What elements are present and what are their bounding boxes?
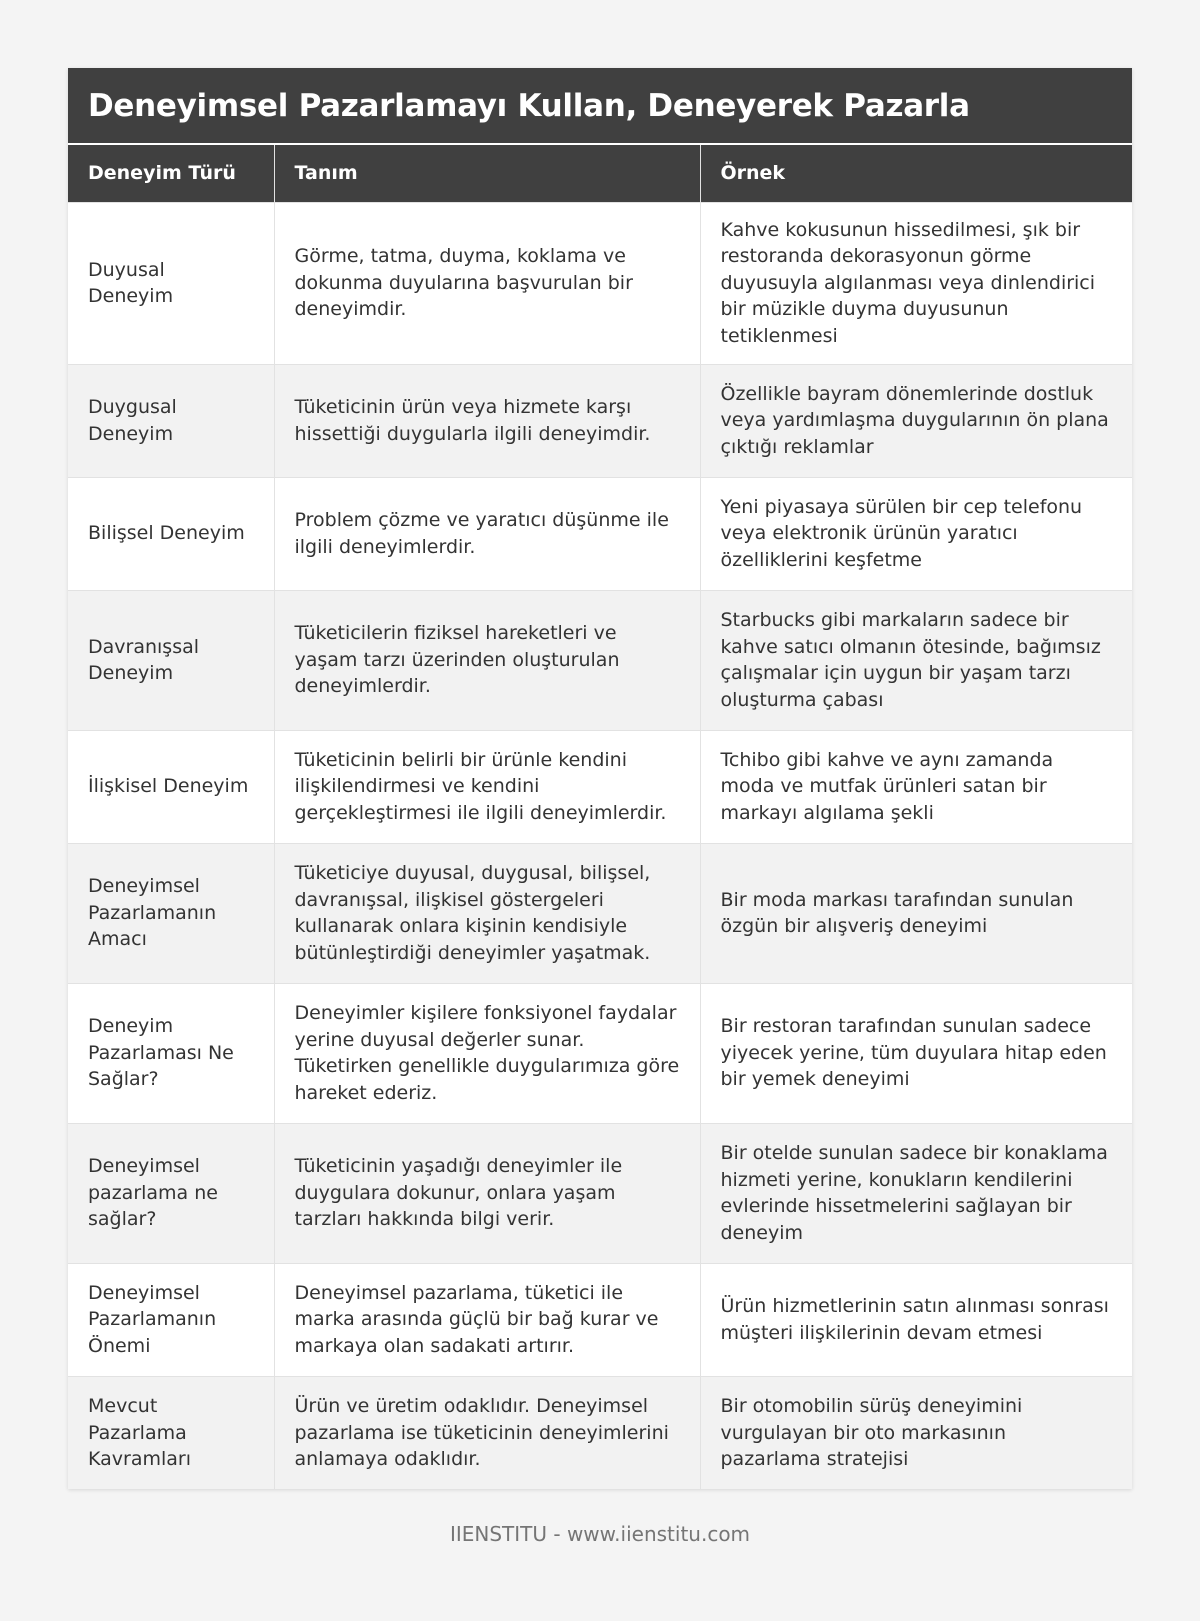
cell-definition: Ürün ve üretim odaklıdır. Deneyimsel pazarlama ise tüketicinin deneyimlerini anlamaya odaklıdır. [274,1376,700,1489]
table-row [68,477,1132,590]
cell-definition: Problem çözme ve yaratıcı düşünme ile ilgili deneyimlerdir. [274,477,700,590]
footer-credit: IIENSTITU - www.iienstitu.com [449,1522,751,1546]
cell-type: Deneyimsel Pazarlamanın Önemi [68,1263,274,1376]
table-row [68,364,1132,477]
cell-type: Deneyimsel pazarlama ne sağlar? [68,1123,274,1263]
cell-definition: Deneyimler kişilere fonksiyonel faydalar yerine duyusal değerler sunar. Tüketirken genellikle duygularımıza göre hareket ederiz. [274,983,700,1123]
cell-type: Duygusal Deneyim [68,364,274,477]
experience-table [68,143,1132,1489]
cell-example: Ürün hizmetlerinin satın alınması sonrası müşteri ilişkilerinin devam etmesi [700,1263,1132,1376]
cell-example: Özellikle bayram dönemlerinde dostluk veya yardımlaşma duygularının ön plana çıktığı reklamlar [700,364,1132,477]
cell-example: Starbucks gibi markaların sadece bir kahve satıcı olmanın ötesinde, bağımsız çalışmalar için uygun bir yaşam tarzı oluşturma çabası [700,590,1132,730]
cell-type: Deneyim Pazarlaması Ne Sağlar? [68,983,274,1123]
table-header-row [68,144,1132,202]
cell-type: İlişkisel Deneyim [68,730,274,843]
cell-definition: Tüketicinin ürün veya hizmete karşı hissettiği duygularla ilgili deneyimdir. [274,364,700,477]
table-row [68,1376,1132,1489]
cell-definition: Deneyimsel pazarlama, tüketici ile marka arasında güçlü bir bağ kurar ve markaya olan sadakati artırır. [274,1263,700,1376]
cell-type: Mevcut Pazarlama Kavramları [68,1376,274,1489]
table-row [68,202,1132,364]
cell-example: Bir otelde sunulan sadece bir konaklama hizmeti yerine, konukların kendilerini evlerinde hissetmelerini sağlayan bir deneyim [700,1123,1132,1263]
table-row [68,1123,1132,1263]
cell-definition: Tüketicinin yaşadığı deneyimler ile duygulara dokunur, onlara yaşam tarzları hakkında bilgi verir. [274,1123,700,1263]
table-row [68,983,1132,1123]
column-header-type: Deneyim Türü [68,144,274,202]
cell-example: Bir otomobilin sürüş deneyimini vurgulayan bir oto markasının pazarlama stratejisi [700,1376,1132,1489]
cell-type: Bilişsel Deneyim [68,477,274,590]
content-card [68,68,1132,1489]
cell-example: Bir moda markası tarafından sunulan özgün bir alışveriş deneyimi [700,843,1132,983]
cell-type: Davranışsal Deneyim [68,590,274,730]
cell-definition: Görme, tatma, duyma, koklama ve dokunma duyularına başvurulan bir deneyimdir. [274,202,700,364]
table-row [68,590,1132,730]
table-row [68,1263,1132,1376]
title-bar [68,68,1132,143]
cell-type: Duyusal Deneyim [68,202,274,364]
cell-example: Yeni piyasaya sürülen bir cep telefonu veya elektronik ürünün yaratıcı özelliklerini keşfetme [700,477,1132,590]
column-header-definition: Tanım [274,144,700,202]
cell-example: Tchibo gibi kahve ve aynı zamanda moda ve mutfak ürünleri satan bir markayı algılama şekli [700,730,1132,843]
page-title: Deneyimsel Pazarlamayı Kullan, Deneyerek Pazarla [88,87,970,124]
table-row [68,843,1132,983]
column-header-example: Örnek [700,144,1132,202]
cell-definition: Tüketicilerin fiziksel hareketleri ve yaşam tarzı üzerinden oluşturulan deneyimlerdir. [274,590,700,730]
cell-type: Deneyimsel Pazarlamanın Amacı [68,843,274,983]
cell-example: Kahve kokusunun hissedilmesi, şık bir restoranda dekorasyonun görme duyusuyla algılanması veya dinlendirici bir müzikle duyma duyusunun tetiklenmesi [700,202,1132,364]
cell-example: Bir restoran tarafından sunulan sadece yiyecek yerine, tüm duyulara hitap eden bir yemek deneyimi [700,983,1132,1123]
cell-definition: Tüketiciye duyusal, duygusal, bilişsel, davranışsal, ilişkisel göstergeleri kullanarak onlara kişinin kendisiyle bütünleştirdiği deneyimler yaşatmak. [274,843,700,983]
table-row [68,730,1132,843]
cell-definition: Tüketicinin belirli bir ürünle kendini ilişkilendirmesi ve kendini gerçekleştirmesi ile ilgili deneyimlerdir. [274,730,700,843]
